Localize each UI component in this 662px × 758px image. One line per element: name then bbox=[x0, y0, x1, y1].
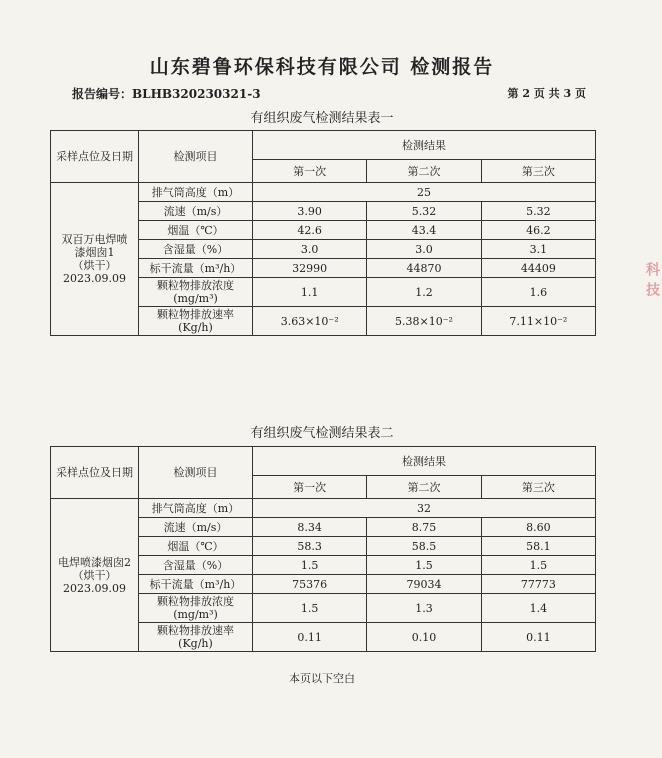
blank-below-note: 本页以下空白 bbox=[289, 672, 355, 685]
item-unit: (mg/m³) bbox=[173, 292, 218, 305]
value-cell: 43.4 bbox=[367, 221, 481, 240]
sampling-date: 2023.09.09 bbox=[63, 272, 126, 285]
report-number: 报告编号：BLHB320230321-3 bbox=[72, 87, 261, 101]
table2-caption: 有组织废气检测结果表二 bbox=[250, 426, 394, 441]
value-cell: 0.10 bbox=[367, 623, 481, 652]
value-cell: 8.34 bbox=[253, 518, 367, 537]
value-cell: 42.6 bbox=[253, 221, 367, 240]
location-line: （烘干） bbox=[72, 259, 117, 272]
value-cell: 77773 bbox=[481, 575, 595, 594]
item-unit: (Kg/h) bbox=[178, 637, 213, 650]
item-label: 颗粒物排放速率 bbox=[157, 624, 234, 637]
stack-height-value: 25 bbox=[253, 183, 596, 202]
table1-caption: 有组织废气检测结果表一 bbox=[250, 111, 394, 126]
results-header: 检测结果 bbox=[253, 131, 596, 160]
item-cell: 烟温（℃） bbox=[139, 537, 253, 556]
run-2-header: 第二次 bbox=[367, 160, 481, 183]
item-cell: 标干流量（m³/h） bbox=[139, 575, 253, 594]
item-cell: 流速（m/s） bbox=[139, 518, 253, 537]
item-header: 检测项目 bbox=[139, 447, 253, 499]
run-1-header: 第一次 bbox=[253, 476, 367, 499]
location-date-header: 采样点位及日期 bbox=[51, 131, 139, 183]
value-cell: 44870 bbox=[367, 259, 481, 278]
location-line: 电焊喷漆烟囱2 bbox=[58, 555, 131, 569]
item-cell: 烟温（℃） bbox=[139, 221, 253, 240]
value-cell: 44409 bbox=[481, 259, 595, 278]
value-cell: 3.1 bbox=[481, 240, 595, 259]
sampling-date: 2023.09.09 bbox=[63, 581, 126, 595]
location-date-header: 采样点位及日期 bbox=[51, 447, 139, 499]
item-cell bbox=[139, 278, 253, 307]
company-seal: 科技 bbox=[644, 262, 660, 302]
value-cell: 46.2 bbox=[481, 221, 595, 240]
value-cell: 1.2 bbox=[367, 278, 481, 307]
results-table-1 bbox=[50, 130, 596, 336]
value-cell: 79034 bbox=[367, 575, 481, 594]
value-cell: 8.60 bbox=[481, 518, 595, 537]
sampling-location bbox=[51, 499, 139, 652]
run-3-header: 第三次 bbox=[481, 160, 595, 183]
stack-height-label: 排气筒高度（m） bbox=[139, 183, 253, 202]
item-label: 颗粒物排放速率 bbox=[157, 308, 234, 321]
value-cell: 1.5 bbox=[367, 556, 481, 575]
page-number: 第 2 页 共 3 页 bbox=[507, 87, 586, 100]
item-cell: 含湿量（%） bbox=[139, 240, 253, 259]
value-cell: 32990 bbox=[253, 259, 367, 278]
value-cell: 0.11 bbox=[481, 623, 595, 652]
location-line: 漆烟囱1 bbox=[74, 246, 115, 259]
value-cell: 1.6 bbox=[481, 278, 595, 307]
item-cell bbox=[139, 623, 253, 652]
item-cell: 含湿量（%） bbox=[139, 556, 253, 575]
value-cell: 1.5 bbox=[253, 594, 367, 623]
item-header: 检测项目 bbox=[139, 131, 253, 183]
value-cell: 0.11 bbox=[253, 623, 367, 652]
value-cell: 3.63×10⁻² bbox=[253, 307, 367, 336]
run-3-header: 第三次 bbox=[481, 476, 595, 499]
location-line: （烘干） bbox=[72, 568, 117, 582]
item-cell bbox=[139, 594, 253, 623]
location-line: 双百万电焊喷 bbox=[61, 233, 128, 246]
run-2-header: 第二次 bbox=[367, 476, 481, 499]
item-label: 颗粒物排放浓度 bbox=[157, 279, 234, 292]
report-title: 山东碧鲁环保科技有限公司 检测报告 bbox=[149, 56, 495, 78]
item-unit: (Kg/h) bbox=[178, 321, 213, 334]
value-cell: 7.11×10⁻² bbox=[481, 307, 595, 336]
sampling-location bbox=[51, 183, 139, 336]
value-cell: 58.5 bbox=[367, 537, 481, 556]
value-cell: 1.3 bbox=[367, 594, 481, 623]
value-cell: 58.1 bbox=[481, 537, 595, 556]
value-cell: 1.5 bbox=[253, 556, 367, 575]
value-cell: 3.0 bbox=[253, 240, 367, 259]
value-cell: 75376 bbox=[253, 575, 367, 594]
item-cell bbox=[139, 307, 253, 336]
value-cell: 1.1 bbox=[253, 278, 367, 307]
value-cell: 3.0 bbox=[367, 240, 481, 259]
results-header: 检测结果 bbox=[253, 447, 596, 476]
value-cell: 1.5 bbox=[481, 556, 595, 575]
value-cell: 58.3 bbox=[253, 537, 367, 556]
item-cell: 标干流量（m³/h） bbox=[139, 259, 253, 278]
stack-height-value: 32 bbox=[253, 499, 596, 518]
value-cell: 3.90 bbox=[253, 202, 367, 221]
item-label: 颗粒物排放浓度 bbox=[157, 595, 234, 608]
results-table-2 bbox=[50, 446, 596, 652]
run-1-header: 第一次 bbox=[253, 160, 367, 183]
value-cell: 5.32 bbox=[367, 202, 481, 221]
value-cell: 8.75 bbox=[367, 518, 481, 537]
value-cell: 1.4 bbox=[481, 594, 595, 623]
item-cell: 流速（m/s） bbox=[139, 202, 253, 221]
value-cell: 5.32 bbox=[481, 202, 595, 221]
value-cell: 5.38×10⁻² bbox=[367, 307, 481, 336]
item-unit: (mg/m³) bbox=[173, 608, 218, 621]
stack-height-label: 排气筒高度（m） bbox=[139, 499, 253, 518]
